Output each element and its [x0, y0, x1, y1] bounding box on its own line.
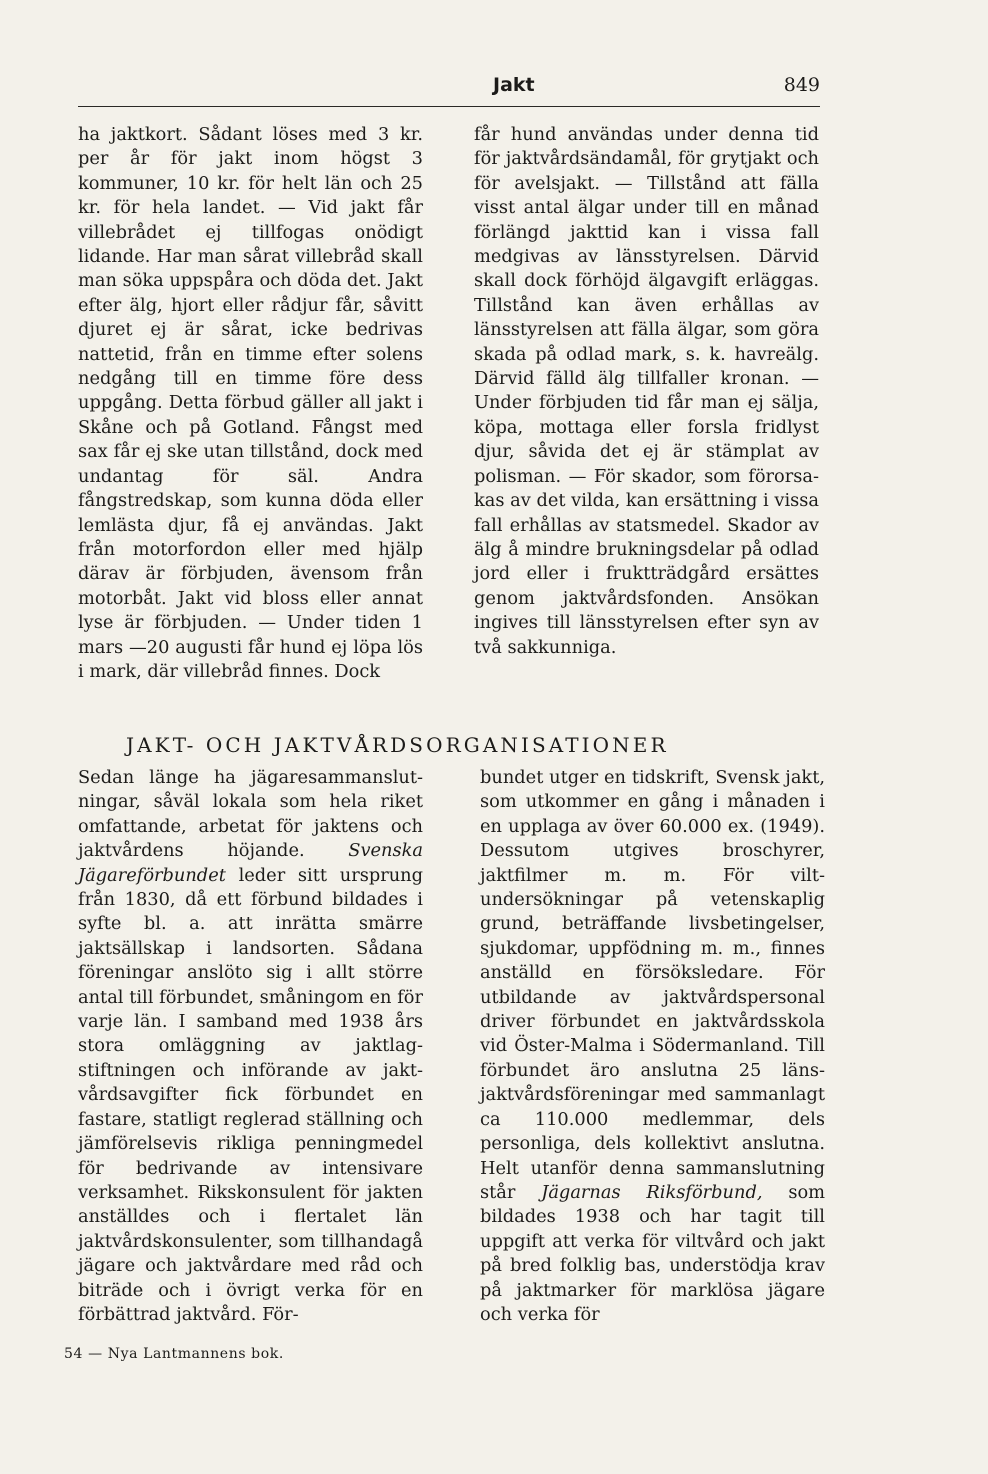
- page-number: 849: [783, 74, 820, 96]
- organization-name: Jägarnas Riksförbund,: [541, 1181, 763, 1203]
- body-paragraph: får hund användas under denna tid för jaktvårdsändamål, för grytjakt och för avelsjakt. — Tillstånd att fälla visst antal älgar under till en månad förlängd jakttid kan i vissa fall medgivas av länsstyrelsen. Därvid skall dock förhöjd älgavgift erläggas. Tillstånd kan även erhållas av länsstyrelsen att fälla älgar, som göra skada på odlad mark, s. k. havreälg. Därvid fälld älg tillfaller kronan. — Under förbjuden tid får man ej sälja, köpa, mottaga eller forsla fridlyst djur, såvida det ej är stämplat av polisman. — För skador, som förorsakas av det vilda, kan ersättning i vissa fall erhållas av statsmedel. Skador av älg å mindre brukningsdelar på odlad jord eller i fruktträdgård ersättes genom jaktvårdsfonden. Ansökan ingives till länsstyrelsen efter syn av två sakkunniga.: [474, 124, 819, 658]
- header-rule: [78, 106, 820, 107]
- body-paragraph: [78, 766, 423, 1327]
- text-column-bottom-left: [78, 766, 423, 1327]
- text-run: leder sitt ursprung från 1830, då ett förbund bildades i syfte bl. a. att inrätta smärre jaktsällskap i landsorten. Sådana föreningar anslöto sig i allt större antal till förbundet, småningom en för varje län. I samband med 1938 års stora omläggning av jaktlagstiftningen och införande av jaktvårdsavgifter fick förbundet en fastare, statligt reglerad ställning och jämförelsevis rikliga penningmedel för bedrivande av intensivare verksamhet. Rikskonsulent för jakten anställdes och i flertalet län jaktvårdskonsulenter, som tillhandagå jägare och jaktvårdare med råd och biträde och i övrigt verka för en förbättrad jaktvård. För-: [78, 864, 423, 1325]
- running-head: [78, 74, 820, 104]
- footer-signature: 54 — Nya Lantmannens bok.: [64, 1346, 284, 1362]
- organization-name: Svenska Jägareförbundet: [78, 840, 423, 886]
- text-column-top-left: [78, 123, 423, 684]
- text-run: Sedan länge ha jägaresammanslutningar, såväl lokala som hela riket omfattande, arbetat för jaktens och jaktvårdens höjande.: [78, 767, 423, 862]
- text-run: bundet utger en tidskrift, Svensk jakt, som utkommer en gång i månaden i en upplaga av över 60.000 ex. (1949). Dessutom utgives broschyrer, jaktfilmer m. m. För viltundersökningar på vetenskaplig grund, beträffande livsbetingelser, sjukdomar, uppfödning m. m., finnes anställd en försöksledare. För utbildande av jaktvårdspersonal driver förbundet en jaktvårdsskola vid Öster-Malma i Södermanland. Till förbundet äro anslutna 25 länsjaktvårdsföreningar med sammanlagt ca 110.000 medlemmar, dels personliga, dels kollektivt anslutna. Helt utanför denna sammanslutning står: [480, 767, 825, 1203]
- running-head-title: Jakt: [493, 74, 535, 96]
- section-heading: JAKT- OCH JAKTVÅRDSORGANISATIONER: [126, 733, 669, 757]
- text-column-bottom-right: [480, 766, 825, 1327]
- text-column-top-right: [474, 123, 819, 660]
- text-run: som bildades 1938 och har tagit till uppgift att verka för viltvård och jakt på bred folklig bas, understödja krav på jaktmarker för marklösa jägare och verka för: [480, 1181, 826, 1325]
- body-paragraph: ha jaktkort. Sådant löses med 3 kr. per år för jakt inom högst 3 kommuner, 10 kr. för helt län och 25 kr. för hela landet. — Vid jakt får villebrådet ej tillfogas onödigt lidande. Har man sårat villebråd skall man söka uppspåra och döda det. Jakt efter älg, hjort eller rådjur får, såvitt djuret ej är sårat, icke bedrivas nattetid, från en timme efter solens nedgång till en timme före dess uppgång. Detta förbud gäller all jakt i Skåne och på Gotland. Fångst med sax får ej ske utan tillstånd, dock med undantag för säl. Andra fångstredskap, som kunna döda eller lemlästa djur, få ej användas. Jakt från motorfordon eller med hjälp därav är förbjuden, ävensom från motorbåt. Jakt vid bloss eller annat lyse är förbjuden. — Under tiden 1 mars —20 augusti får hund ej löpa lös i mark, där villebråd finnes. Dock: [78, 124, 423, 682]
- body-paragraph: [480, 766, 825, 1327]
